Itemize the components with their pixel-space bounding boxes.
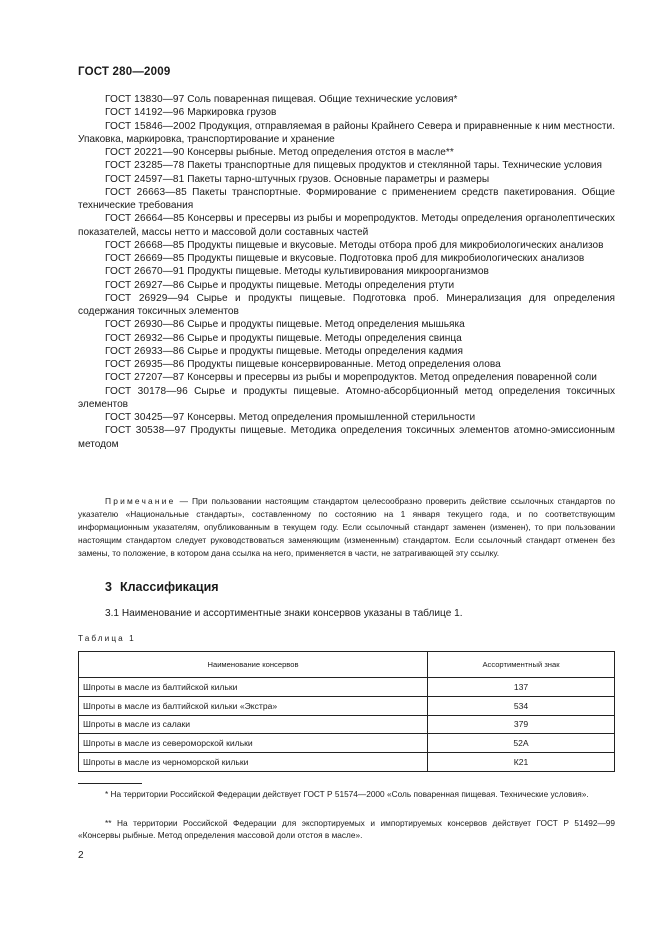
assortment-table (78, 651, 615, 772)
reference-title: Продукты пищевые и вкусовые. Методы отбора проб для микробиологических анализов (187, 239, 604, 251)
table-row (79, 696, 615, 715)
table-cell-code: 534 (428, 696, 615, 715)
table-cell-code: К21 (428, 753, 615, 772)
reference-title: Продукция, отправляемая в районы Крайнего Севера и приравненные к ним местности. Упаковка, маркировка, транспортирование и хранение (78, 120, 615, 145)
reference-code: ГОСТ 26927—86 (105, 279, 185, 291)
reference-item (78, 292, 615, 319)
reference-title: Консервы и пресервы из рыбы и морепродуктов. Методы определения органолептических показателей, массы нетто и массовой доли составных частей (78, 213, 615, 238)
reference-item (78, 239, 615, 252)
table-row (79, 715, 615, 734)
section-heading (105, 580, 219, 594)
reference-item (78, 265, 615, 278)
reference-code: ГОСТ 14192—96 (105, 107, 185, 119)
reference-title: Сырье и продукты пищевые. Методы определения ртути (187, 279, 455, 291)
reference-code: ГОСТ 30538—97 (105, 425, 186, 437)
reference-title: Консервы. Метод определения промышленной стерильности (187, 412, 476, 423)
reference-title: Пакеты транспортные для пищевых продуктов и стеклянной тары. Технические условия (187, 160, 603, 172)
reference-code: ГОСТ 26664—85 (105, 213, 185, 225)
column-header: Ассортиментный знак (428, 652, 615, 678)
reference-code: ГОСТ 27207—87 (105, 372, 185, 384)
reference-code: ГОСТ 26935—86 (105, 359, 185, 370)
reference-code: ГОСТ 30425—97 (105, 412, 185, 423)
reference-code: ГОСТ 26669—85 (105, 253, 185, 264)
reference-item (78, 159, 615, 172)
reference-title: Сырье и продукты пищевые. Метод определения мышьяка (187, 319, 465, 331)
reference-code: ГОСТ 26929—94 (105, 292, 190, 304)
table-cell-code: 137 (428, 678, 615, 697)
reference-item (78, 318, 615, 331)
reference-title: Пакеты тарно-штучных грузов. Основные параметры и размеры (187, 173, 490, 185)
footnote: * На территории Российской Федерации действует ГОСТ Р 51574—2000 «Соль поваренная пищевая. Технические условия». (105, 789, 589, 799)
table-caption: Таблица 1 (78, 634, 136, 643)
reference-item (78, 385, 615, 412)
reference-item (78, 186, 615, 213)
table-row (79, 734, 615, 753)
reference-title: Продукты пищевые. Методика определения токсичных элементов атомно-эмиссионным методом (78, 425, 615, 450)
table-cell-name: Шпроты в масле из балтийской кильки (79, 678, 428, 697)
reference-title: Соль поваренная пищевая. Общие технические условия* (187, 94, 458, 105)
reference-item (78, 212, 615, 239)
reference-item (78, 93, 615, 106)
footnote-separator (78, 783, 142, 784)
reference-item (78, 146, 615, 159)
reference-item (78, 279, 615, 292)
reference-item (78, 120, 615, 147)
table-cell-code: 52А (428, 734, 615, 753)
reference-title: Продукты пищевые и вкусовые. Подготовка проб для микробиологических анализов (187, 253, 585, 264)
reference-item (78, 345, 615, 358)
reference-title: Сырье и продукты пищевые. Подготовка проб. Минерализация для определения содержания токсичных элементов (78, 292, 615, 317)
reference-item (78, 411, 615, 424)
reference-code: ГОСТ 26932—86 (105, 332, 185, 344)
reference-code: ГОСТ 26663—85 (105, 186, 187, 198)
table-cell-code: 379 (428, 715, 615, 734)
reference-item (78, 358, 615, 371)
normative-references-list (78, 93, 615, 451)
reference-item (78, 332, 615, 345)
body-paragraph: 3.1 Наименование и ассортиментные знаки консервов указаны в таблице 1. (105, 608, 463, 619)
reference-title: Сырье и продукты пищевые. Атомно-абсорбционный метод определения токсичных элементов (78, 385, 616, 410)
reference-item (78, 252, 615, 265)
table-cell-name: Шпроты в масле из черноморской кильки (79, 753, 428, 772)
reference-code: ГОСТ 26930—86 (105, 319, 185, 331)
reference-title: Сырье и продукты пищевые. Методы определения кадмия (187, 345, 463, 357)
reference-code: ГОСТ 26668—85 (105, 239, 185, 251)
column-header: Наименование консервов (79, 652, 428, 678)
page-number: 2 (78, 850, 84, 861)
reference-item (78, 173, 615, 186)
reference-title: Маркировка грузов (187, 107, 277, 119)
reference-title: Консервы и пресервы из рыбы и морепродуктов. Метод определения поваренной соли (187, 372, 597, 384)
section-number: 3 (105, 580, 112, 594)
table-row (79, 678, 615, 697)
reference-code: ГОСТ 24597—81 (105, 173, 185, 185)
reference-item (78, 424, 615, 451)
reference-title: Консервы рыбные. Метод определения отстоя в масле** (187, 147, 454, 158)
table-cell-name: Шпроты в масле из североморской кильки (79, 734, 428, 753)
reference-code: ГОСТ 15846—2002 (105, 120, 196, 132)
section-title: Классификация (119, 580, 219, 594)
reference-item (78, 106, 615, 119)
document-header: ГОСТ 280—2009 (78, 66, 171, 78)
reference-title: Продукты пищевые консервированные. Метод определения олова (187, 359, 501, 370)
reference-title: Сырье и продукты пищевые. Методы определения свинца (187, 332, 462, 344)
table-header-row (79, 652, 615, 678)
note-label: Примечание (105, 496, 176, 506)
reference-code: ГОСТ 26670—91 (105, 266, 185, 278)
reference-code: ГОСТ 26933—86 (105, 345, 185, 357)
reference-code: ГОСТ 30178—96 (105, 385, 188, 397)
table-cell-name: Шпроты в масле из балтийской кильки «Экстра» (79, 696, 428, 715)
reference-code: ГОСТ 13830—97 (105, 94, 185, 105)
reference-title: Пакеты транспортные. Формирование с применением средств пакетирования. Общие технические требования (78, 186, 615, 211)
footnote: ** На территории Российской Федерации для экспортируемых и импортируемых консервов действует ГОСТ Р 51492—99 «Консервы рыбные. Метод определения массовой доли отстоя в масле». (78, 818, 615, 841)
note-paragraph (78, 495, 615, 560)
table-row (79, 753, 615, 772)
reference-title: Продукты пищевые. Методы культивирования микроорганизмов (187, 266, 489, 278)
note-text: — При пользовании настоящим стандартом целесообразно проверить действие ссылочных стандартов по указателю «Национальные стандарты», составленному по состоянию на 1 января текущего года, и по соответствующим информационным указателям, опубликованным в текущем году. Если ссылочный стандарт заменен (изменен), то при пользовании настоящим стандартом следует руководствоваться заменяющим (измененным) стандартом. Если ссылочный стандарт отменен без замены, то положение, в котором дана ссылка на него, применяется в части, не затрагивающей эту ссылку. (78, 496, 616, 559)
reference-item (78, 371, 615, 384)
table-cell-name: Шпроты в масле из салаки (79, 715, 428, 734)
reference-code: ГОСТ 23285—78 (105, 160, 185, 172)
reference-code: ГОСТ 20221—90 (105, 147, 185, 158)
